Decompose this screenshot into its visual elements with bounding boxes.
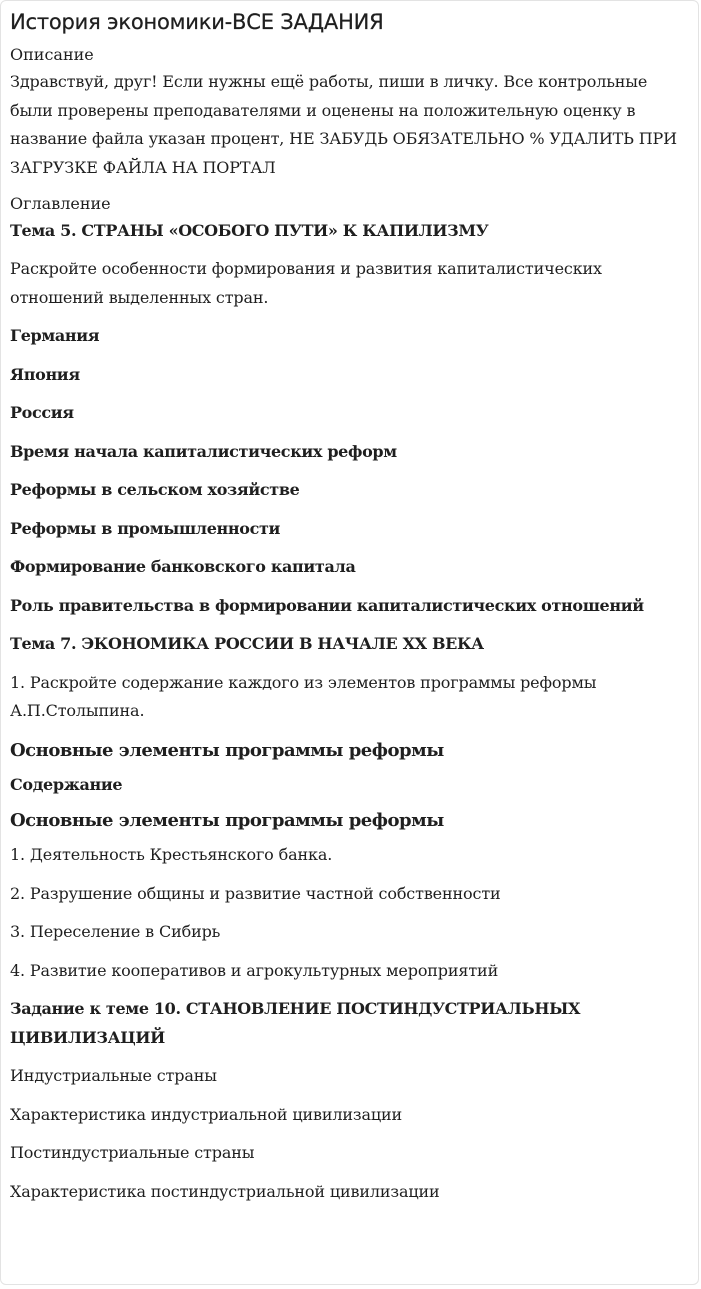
toc-paragraph: Раскройте особенности формирования и развития капиталистических отношений выделенных стран. [10, 259, 602, 307]
table-of-contents [10, 217, 688, 1207]
toc-heading-topic-7: Тема 7. ЭКОНОМИКА РОССИИ В НАЧАЛЕ XX ВЕКА [10, 634, 484, 654]
toc-heading-topic-10: Задание к теме 10. СТАНОВЛЕНИЕ ПОСТИНДУСТРИАЛЬНЫХ ЦИВИЛИЗАЦИЙ [10, 999, 581, 1047]
toc-heading-topic-5: Тема 5. СТРАНЫ «ОСОБОГО ПУТИ» К КАПИЛИЗМУ [10, 220, 489, 240]
toc-item: Реформы в сельском хозяйстве [10, 480, 300, 500]
page-title: История экономики-ВСЕ ЗАДАНИЯ [10, 10, 384, 34]
toc-subheading: Основные элементы программы реформы [10, 810, 444, 832]
toc-label: Оглавление [10, 194, 111, 214]
toc-item: 3. Переселение в Сибирь [10, 922, 221, 942]
toc-item: Реформы в промышленности [10, 518, 281, 538]
toc-item: Характеристика индустриальной цивилизации [10, 1104, 402, 1124]
toc-item: Индустриальные страны [10, 1066, 217, 1086]
toc-item: 4. Развитие кооперативов и агрокультурных мероприятий [10, 960, 499, 980]
toc-subheading: Основные элементы программы реформы [10, 739, 444, 761]
toc-item-germany: Германия [10, 326, 100, 346]
toc-item: Постиндустриальные страны [10, 1143, 255, 1163]
toc-item: 2. Разрушение общины и развитие частной собственности [10, 883, 501, 903]
description-text: Здравствуй, друг! Если нужны ещё работы, пиши в личку. Все контрольные были проверены преподавателями и оценены на положительную оценку в название файла указан процент, НЕ ЗАБУДЬ ОБЯЗАТЕЛЬНО % УДАЛИТЬ ПРИ ЗАГРУЗКЕ ФАЙЛА НА ПОРТАЛ [10, 72, 677, 177]
toc-item: Формирование банковского капитала [10, 557, 356, 577]
toc-item-japan: Япония [10, 364, 80, 384]
description-label: Описание [10, 45, 94, 65]
toc-item: Роль правительства в формировании капиталистических отношений [10, 595, 644, 615]
toc-item: Время начала капиталистических реформ [10, 441, 397, 461]
toc-item-russia: Россия [10, 403, 74, 423]
toc-paragraph: 1. Раскройте содержание каждого из элементов программы реформы А.П.Столыпина. [10, 672, 597, 721]
toc-item: 1. Деятельность Крестьянского банка. [10, 845, 333, 865]
toc-item: Характеристика постиндустриальной цивилизации [10, 1181, 440, 1201]
toc-item: Содержание [10, 774, 123, 794]
